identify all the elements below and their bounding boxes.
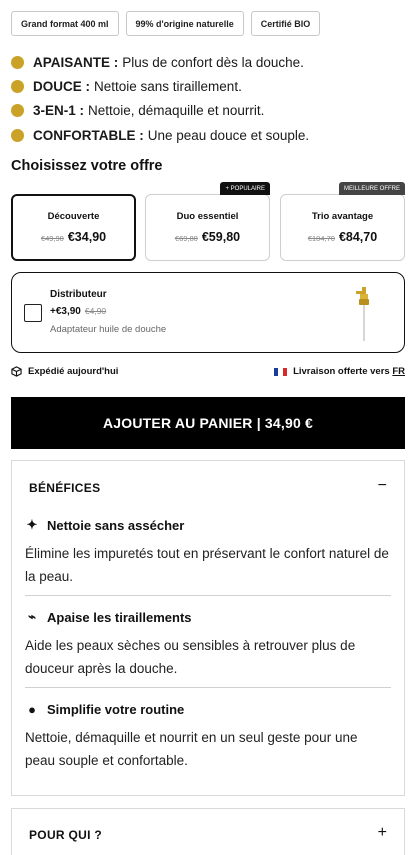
benefits-accordion-title[interactable]: BÉNÉFICES — [29, 481, 101, 495]
offer-selector — [11, 185, 405, 262]
benefit-title: Apaise les tiraillements — [47, 609, 192, 625]
gold-dot-icon — [11, 104, 24, 117]
divider — [25, 687, 391, 688]
shipped-today — [11, 366, 118, 377]
benefit-text: Nettoie, démaquille et nourrit en un seul geste pour une peau souple et confortable. — [25, 730, 358, 768]
benefit-text: Élimine les impuretés tout en préservant le confort naturel de la peau. — [25, 546, 389, 584]
offer-price-row — [41, 230, 106, 244]
addon-price: +€3,90 — [50, 306, 81, 317]
bullet-item — [11, 50, 406, 74]
offer-old-price: €69,80 — [174, 234, 198, 243]
free-delivery-text — [293, 366, 405, 377]
box-icon — [11, 366, 22, 377]
offer-price-row — [175, 230, 240, 244]
benefit-title: Nettoie sans assécher — [47, 517, 185, 533]
addon-dispenser-card[interactable] — [11, 272, 405, 353]
benefit-title-row — [25, 516, 391, 534]
offer-price: €84,70 — [338, 230, 378, 244]
tag-natural: 99% d'origine naturelle — [126, 11, 244, 36]
product-tags — [11, 11, 320, 36]
gold-dot-icon — [11, 129, 24, 142]
benefit-item — [25, 608, 391, 680]
expand-icon[interactable]: + — [377, 824, 387, 841]
gold-dot-icon — [11, 80, 24, 93]
benefit-title-row — [25, 608, 391, 626]
free-delivery-prefix: Livraison offerte vers — [293, 366, 390, 377]
best-offer-badge: MEILLEURE OFFRE — [339, 182, 405, 195]
dot-icon: ● — [28, 701, 36, 717]
bullet-text: Nettoie, démaquille et nourrit. — [88, 103, 265, 119]
bullet-text: Une peau douce et souple. — [147, 127, 310, 143]
popular-badge: + POPULAIRE — [220, 182, 270, 195]
benefit-title: Simplifie votre routine — [47, 701, 185, 717]
for-who-accordion-title[interactable]: POUR QUI ? — [29, 828, 103, 842]
bullet-label: DOUCE : — [33, 78, 90, 94]
offer-card-decouverte[interactable] — [11, 194, 136, 261]
bullet-item — [11, 123, 406, 147]
offer-name: Duo essentiel — [176, 211, 239, 222]
bullet-item — [11, 74, 406, 98]
add-to-cart-button[interactable]: AJOUTER AU PANIER | 34,90 € — [11, 397, 405, 449]
bullet-label: APAISANTE : — [33, 54, 119, 70]
wave-icon: ⌁ — [28, 609, 36, 624]
offer-name: Trio avantage — [311, 211, 374, 222]
benefit-item — [25, 516, 391, 588]
addon-description: Adaptateur huile de douche — [50, 324, 167, 335]
bullet-text: Nettoie sans tiraillement. — [94, 78, 242, 94]
offer-name: Découverte — [47, 211, 100, 222]
country-link[interactable]: FR — [392, 366, 405, 377]
divider — [25, 595, 391, 596]
addon-old-price: €4,90 — [84, 306, 107, 316]
for-who-accordion[interactable] — [11, 808, 405, 855]
offer-price-row — [308, 230, 377, 244]
addon-title: Distributeur — [50, 289, 107, 300]
gold-dot-icon — [11, 56, 24, 69]
offer-section-title: Choisissez votre offre — [11, 158, 163, 174]
offer-card-trio[interactable] — [280, 185, 405, 261]
offer-price: €59,80 — [201, 230, 241, 244]
bullet-label: CONFORTABLE : — [33, 127, 144, 143]
benefit-title-row — [25, 700, 391, 718]
benefit-item — [25, 700, 391, 772]
bullet-label: 3-EN-1 : — [33, 103, 85, 119]
free-delivery — [274, 366, 405, 377]
shipping-info — [11, 366, 405, 382]
benefit-text: Aide les peaux sèches ou sensibles à retrouver plus de douceur après la douche. — [25, 638, 356, 676]
offer-card-duo[interactable] — [145, 185, 270, 261]
collapse-icon[interactable]: − — [377, 477, 387, 494]
offer-old-price: €104,70 — [307, 234, 335, 243]
bullet-item — [11, 99, 406, 123]
addon-price-row — [50, 306, 106, 317]
tag-bio: Certifié BIO — [251, 11, 321, 36]
france-flag-icon — [274, 368, 287, 376]
pump-dispenser-image — [354, 287, 374, 341]
shipped-today-text: Expédié aujourd'hui — [28, 366, 119, 377]
sparkle-icon: ✦ — [26, 517, 38, 532]
benefits-accordion — [11, 460, 405, 796]
benefit-bullets — [11, 50, 406, 147]
offer-old-price: €49,90 — [40, 234, 64, 243]
addon-checkbox[interactable] — [24, 304, 42, 322]
offer-price: €34,90 — [67, 230, 107, 244]
bullet-text: Plus de confort dès la douche. — [122, 54, 304, 70]
tag-format: Grand format 400 ml — [11, 11, 119, 36]
